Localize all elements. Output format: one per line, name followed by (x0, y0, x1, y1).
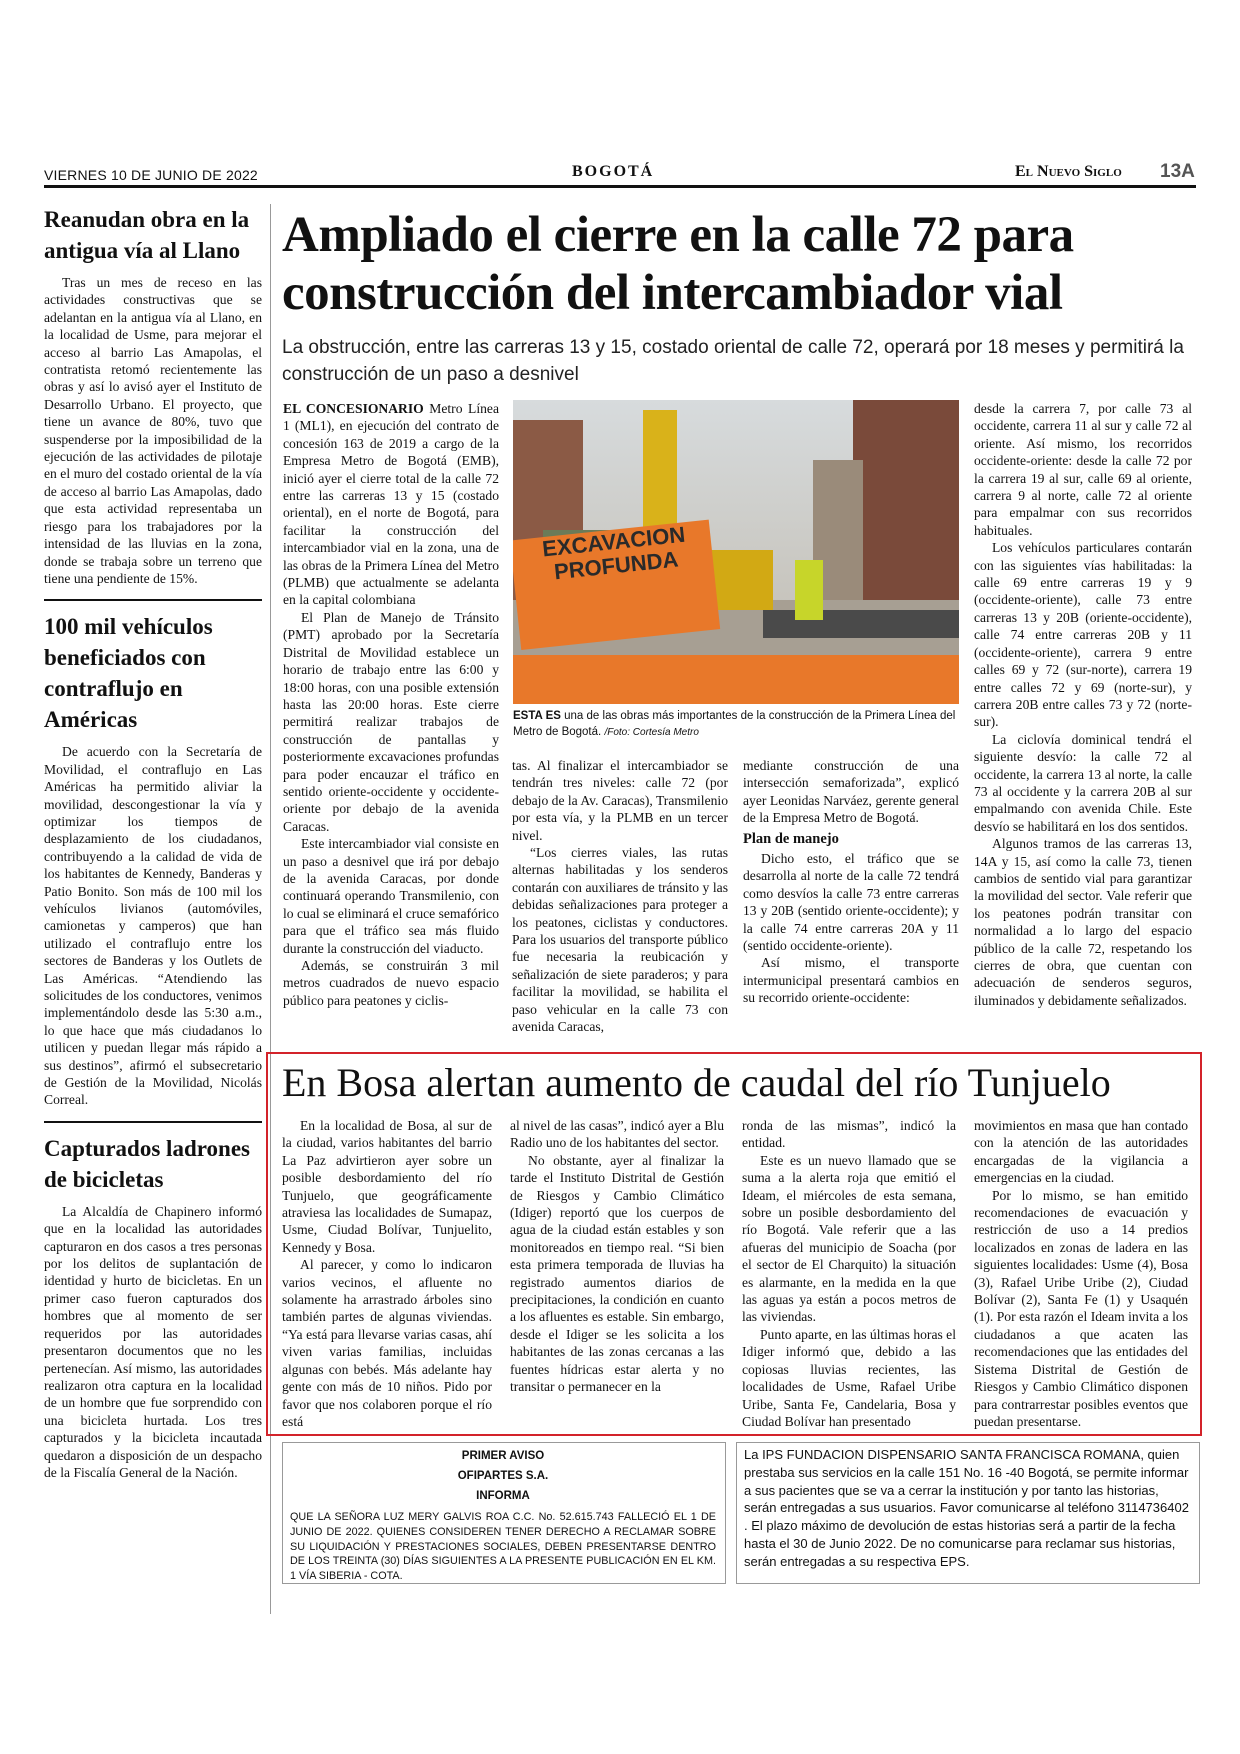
subhead-plan-de-manejo: Plan de manejo (743, 830, 839, 847)
paragraph: Los vehículos particulares contarán con las siguientes vías habilitadas: la calle 69 entre carreras 19 y 9 (occidente-oriente), calle 73 entre carreras 13 y 20B (oriente-occidente), calle 74 entre carreras 20B y 11 (occidente-oriente), carrera 9 entre calles 69 y 72 (sur-norte), carrera 19 entre calles 72 y 69 (norte-sur), y carrera 20B entre calles 73 y 72 (norte-sur). (974, 540, 1192, 730)
lead-paragraph (283, 400, 499, 609)
page-number: 13A (1160, 161, 1195, 182)
paragraph: No obstante, ayer al finalizar la tarde el Instituto Distrital de Gestión de Riesgos y Cambio Climático (Idiger) reportó que los cuerpos de agua de la ciudad están estables y son monitoreados en tiempo real. “Si bien esta primera temporada de lluvias ha registrado aumentos diarios de precipitaciones, la condición en cuanto a los afluentes es estable. Sin embargo, desde el Idiger se les solicita a los habitantes de las zonas cercanas a las fuentes hídricas estar alerta y no transitar o permanecer en la (510, 1152, 724, 1395)
paragraph: movimientos en masa que han contado con la atención de las autoridades encargadas de la vigilancia a emergencias en la ciudad. (974, 1118, 1188, 1186)
header-rule (44, 185, 1196, 188)
bosa-column-3 (742, 1117, 956, 1430)
ad-dispensario: La IPS FUNDACION DISPENSARIO SANTA FRANCISCA ROMANA, quien prestaba sus servicios en la calle 151 No. 16 -40 Bogotá, se permite informar a sus pacientes que se va a cerrar la institución y por tanto las historias, serán entregadas a sus usuarios. Favor comunicarse al teléfono 3114736402 . El plazo máximo de devolución de estas historias será a partir de la fecha hasta el 30 de Junio 2022. De no comunicarse para reclamar sus historias, serán entregadas a su respectiva EPS. (744, 1447, 1189, 1569)
ad-line-2: OFIPARTES S.A. (457, 1470, 549, 1482)
ad-line-1: PRIMER AVISO (461, 1450, 545, 1462)
paragraph: ronda de las mismas”, indicó la entidad. (742, 1118, 956, 1151)
paragraph: Además, se construirán 3 mil metros cuadrados de nuevo espacio público para peatones y ciclis- (283, 958, 499, 1008)
paragraph: Tras un mes de receso en las actividades constructivas que se adelantan en la antigua vía al Llano, en la localidad de Usme, para mejorar el acceso al barrio Las Amapolas, el contratista retomó recientemente las obras y así lo avisó ayer el Instituto de Desarrollo Urbano. El proyecto, que tiene un avance de 80%, tuvo que suspenderse por la imposibilidad de la ejecución de las actividades de pilotaje en el muro del costado oriental de la vía de acceso al barrio Las Amapolas, dado que esta actividad representaba un riesgo para los trabajadores por la intensidad de las lluvias en la zona, donde se trabaja sobre un terreno que tiene una pendiente de 15%. (44, 275, 262, 586)
ad-line-3: INFORMA (476, 1490, 530, 1502)
sidebar (44, 204, 262, 1481)
paragraph: Punto aparte, en las últimas horas el Idiger informó que, debido a las copiosas lluvias recientes, las localidades de Usme, Rafael Uribe Uribe, Santa Fe, Candelaria, Bosa y Ciudad Bolívar han presentado (742, 1326, 956, 1429)
sidebar-divider (44, 599, 262, 601)
newspaper-name: El Nuevo Siglo (1015, 163, 1122, 180)
sidebar-story1-body (44, 274, 262, 587)
paragraph: “Los cierres viales, las rutas alternas habilitadas y los senderos contarán con auxiliares de tránsito y las debidas señalizaciones para proteger a los peatones, ciclistas y conductores. Para los usuarios del transporte público fue necesaria la reubicación y señalización de siete paraderos; y para facilitar la movilidad, se habilita el paso vehicular en la calle 73 con avenida Caracas, (512, 845, 728, 1035)
ad-body: QUE LA SEÑORA LUZ MERY GALVIS ROA C.C. No. 52.615.743 FALLECIÓ EL 1 DE JUNIO DE 2022. QUIENES CONSIDEREN TENER DERECHO A RECLAMAR SOBRE SU LIQUIDACIÓN Y PRESTACIONES SOCIALES, DEBEN PRESENTARSE DENTRO DE LOS TREINTA (30) DÍAS SIGUIENTES A LA PRESENTE PUBLICACIÓN EN EL KM. 1 VÍA SIBERIA - COTA. (290, 1511, 716, 1583)
paragraph: La Alcaldía de Chapinero informó que en la localidad las autoridades capturaron en dos casos a tres personas por los delitos de suplantación de identidad y hurto de bicicletas. En un primer caso fueron capturados dos hombres que al momento de ser requeridos por las autoridades presentaron documentos que no les pertenecían. Así mismo, las autoridades realizaron otra captura en la localidad de un hombre que fue sorprendido con una bicicleta hurtada. Los tres capturados y la bicicleta incautada quedaron a disposición de un despacho de la Fiscalía General de la Nación. (44, 1203, 262, 1480)
sidebar-story2-body (44, 743, 262, 1109)
excavation-sign: EXCAVACION PROFUNDA (541, 521, 687, 585)
main-column-3 (743, 757, 959, 1007)
lead-kicker: EL CONCESIONARIO (283, 401, 424, 416)
paragraph: Este intercambiador vial consiste en un paso a desnivel que irá por debajo de la avenida Caracas, por donde continuará operando Transmilenio, con lo cual se eliminará el cruce semafórico para que el tráfico sea más fluido durante la construcción del viaducto. (283, 836, 499, 956)
photo-credit: /Foto: Cortesía Metro (604, 727, 699, 738)
sidebar-story1-title: Reanudan obra en la antigua vía al Llano (44, 207, 250, 263)
paragraph: desde la carrera 7, por calle 73 al occidente, carrera 11 al sur y calle 72 al oriente. Así mismo, los recorridos occidente-oriente: desde la calle 72 por la carrera 19 al sur, calle 69 al oriente, carrera 9 al norte, calle 72 al oriente para empalmar con sus recorridos habituales. (974, 401, 1192, 538)
construction-photo (513, 400, 959, 704)
paragraph: mediante construcción de una intersección semaforizada”, explicó ayer Leonidas Narváez, gerente general de la Empresa Metro de Bogotá. (743, 758, 959, 826)
paragraph: Así mismo, el transporte intermunicipal presentará cambios en su recorrido oriente-occidente: (743, 955, 959, 1006)
bosa-column-4 (974, 1117, 1188, 1430)
sidebar-divider (44, 1121, 262, 1123)
caption-kicker: ESTA ES (513, 710, 561, 722)
bosa-column-1 (282, 1117, 492, 1430)
bosa-headline: En Bosa alertan aumento de caudal del río Tunjuelo (282, 1060, 1111, 1105)
caption-text: una de las obras más importantes de la construcción de la Primera Línea del Metro de Bogotá. (513, 710, 956, 738)
bosa-column-2 (510, 1117, 724, 1396)
paragraph: En la localidad de Bosa, al sur de la ciudad, varios habitantes del barrio La Paz advirtieron ayer sobre un posible desbordamiento del río Tunjuelo, que geográficamente atraviesa las localidades de Sumapaz, Usme, Ciudad Bolívar, Tunjuelito, Kennedy y Bosa. (282, 1118, 492, 1255)
main-headline: Ampliado el cierre en la calle 72 para construcción del intercambiador vial (282, 207, 1074, 321)
paragraph: al nivel de las casas”, indicó ayer a Blu Radio uno de los habitantes del sector. (510, 1118, 724, 1151)
photo-caption (513, 708, 959, 741)
paragraph: Algunos tramos de las carreras 13, 14A y 15, así como la calle 73, tienen cambios de sentido vial para garantizar la movilidad del sector. Vale referir que los peatones podrán transitar con normalidad a lo largo del espacio público de la calle 72, respetando los cierres de obra, que cuentan con adecuación de senderos seguros, iluminados y debidamente señalizados. (974, 836, 1192, 1008)
main-subtitle: La obstrucción, entre las carreras 13 y 15, costado oriental de calle 72, operará por 18 meses y permitirá la construcción de un paso a desnivel (282, 337, 1184, 385)
paragraph: Por lo mismo, se han emitido recomendaciones de evacuación y restricción de uso a 14 predios localizados en zonas de ladera en las siguientes localidades: Usme (4), Bosa (3), Rafael Uribe Uribe (2), Ciudad Bolívar (2), Santa Fe (1) y Usaquén (1). Por esta razón el Ideam invita a los ciudadanos a que acaten las recomendaciones que las entidades del Sistema Distrital de Gestión de Riesgos y Cambio Climático disponen para contrarrestar posibles eventos que puedan presentarse. (974, 1187, 1188, 1429)
paragraph: Dicho esto, el tráfico que se desarrolla al norte de la calle 72 tendrá como desvíos la calle 73 entre carreras 13 y 20B (sentido oriente-occidente); y la calle 74 entre carreras 20A y 11 (sentido occidente-oriente). (743, 851, 959, 954)
main-column-4 (974, 400, 1192, 1009)
paragraph: El Plan de Manejo de Tránsito (PMT) aprobado por la Secretaría Distrital de Movilidad establece un horario de trabajo entre las 6:00 y 18:00 horas, con una posible extensión hasta las 20:00 horas. Este cierre permitirá realizar trabajos de construcción de pantallas y posteriormente excavaciones profundas para poder encauzar el tráfico en sentido oriente-occidente y occidente-oriente por debajo de la avenida Caracas. (283, 609, 499, 834)
paragraph: Este es un nuevo llamado que se suma a la alerta roja que emitió el Ideam, el miércoles de esta semana, sobre un posible desbordamiento del río Bogotá. Vale referir que a las afueras del municipio de Soacha (por el sector de El Charquito) la situación es alarmante, en la medida en la que las aguas ya están a pocos metros de las viviendas. (742, 1152, 956, 1325)
sidebar-story2-title: 100 mil vehículos beneficiados con contraflujo en Américas (44, 614, 213, 733)
lead-text: Metro Línea 1 (ML1), en ejecución del contrato de concesión 163 de 2019 a cargo de la Empresa Metro de Bogotá (EMB), inició ayer el cierre total de la calle 72 entre las carreras 13 y 15 (costado oriental), en el norte de Bogotá, para facilitar la construcción del intercambiador vial en la zona, una de las obras de la Primera Línea del Metro (PLMB) que actualmente se adelanta en la capital colombiana (283, 401, 499, 608)
sidebar-story3-title: Capturados ladrones de bicicletas (44, 1135, 250, 1192)
paragraph: tas. Al finalizar el intercambiador se tendrán tres niveles: calle 72 (por debajo de la Av. Caracas), Transmilenio por esta vía, y la PLMB en un tercer nivel. (512, 758, 728, 843)
paragraph: Al parecer, y como lo indicaron varios vecinos, el afluente no solamente ha arrastrado árboles sino también partes de algunas viviendas. “Ya está para llevarse varias casas, ahí viven varias familias, incluidas algunas con bebés. Más adelante hay gente con más de 10 niños. Pido por favor que nos colaboren porque el río está (282, 1257, 492, 1429)
sidebar-story3-body (44, 1203, 262, 1482)
main-column-1 (283, 400, 499, 1009)
header-section: BOGOTÁ (572, 163, 655, 180)
ad-ofipartes (290, 1448, 716, 1584)
paragraph: De acuerdo con la Secretaría de Movilidad, el contraflujo en Las Américas ha permitido aliviar la movilidad, descongestionar la vía y optimizar los tiempos de desplazamiento de los ciudadanos, contribuyendo a la calidad de vida de los habitantes de Kennedy, Banderas y Patio Bonito. Son más de 100 mil los vehículos livianos (automóviles, camionetas y camperos) que han utilizado el contraflujo entre los sectores de Banderas y los Outlets de Las Américas. “Atendiendo las solicitudes de los conductores, venimos implementándolo desde las 5:30 a.m., lo que hace que más ciudadanos lo utilicen y puedan llegar más rápido a sus destinos”, afirmó el subsecretario de Gestión de la Movilidad, Nicolás Correal. (44, 744, 262, 1108)
paragraph: La ciclovía dominical tendrá el siguiente desvío: la calle 72 al occidente, la carrera 13 al norte, la calle 73 al occidente y la carrera 20B al sur empalmando con avenida Chile. Este desvío se habilitará en los dos sentidos. (974, 731, 1192, 834)
main-column-2 (512, 757, 728, 1036)
newspaper-logo (1015, 163, 1122, 181)
header-date: VIERNES 10 DE JUNIO DE 2022 (44, 167, 258, 183)
